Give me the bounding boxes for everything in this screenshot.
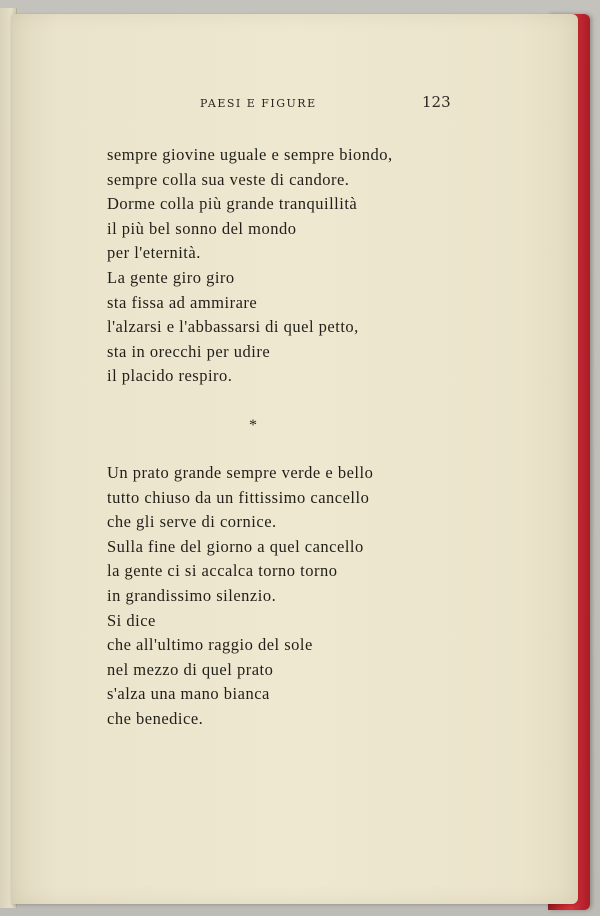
poem-line: tutto chiuso da un fittissimo cancello bbox=[107, 487, 370, 507]
poem-line: sta in orecchi per udire bbox=[107, 341, 271, 361]
poem-line: La gente giro giro bbox=[107, 267, 235, 287]
poem-line: per l'eternità. bbox=[107, 243, 201, 263]
poem-line: il placido respiro. bbox=[107, 366, 233, 386]
poem-line: Sulla fine del giorno a quel cancello bbox=[107, 536, 364, 556]
stanza-separator: * bbox=[249, 417, 257, 434]
stanza-2 bbox=[107, 461, 373, 732]
poem-line: s'alza una mano bianca bbox=[107, 684, 270, 704]
section-title: PAESI E FIGURE bbox=[200, 97, 317, 110]
poem-line: il più bel sonno del mondo bbox=[107, 218, 297, 238]
page-number: 123 bbox=[422, 93, 451, 111]
poem-line: che all'ultimo raggio del sole bbox=[107, 635, 313, 655]
poem-line: Dorme colla più grande tranquillità bbox=[107, 194, 358, 214]
poem-line: sempre colla sua veste di candore. bbox=[107, 169, 350, 189]
stanza-1 bbox=[107, 143, 393, 389]
poem-line: l'alzarsi e l'abbassarsi di quel petto, bbox=[107, 317, 359, 337]
poem-line: la gente ci si accalca torno torno bbox=[107, 561, 338, 581]
poem-line: che gli serve di cornice. bbox=[107, 512, 277, 532]
poem-line: nel mezzo di quel prato bbox=[107, 659, 274, 679]
poem-line: Si dice bbox=[107, 610, 156, 630]
poem-line: in grandissimo silenzio. bbox=[107, 585, 277, 605]
poem-line: sta fissa ad ammirare bbox=[107, 292, 258, 312]
poem-line: sempre giovine uguale e sempre biondo, bbox=[107, 145, 393, 164]
poem-line: Un prato grande sempre verde e bello bbox=[107, 463, 374, 482]
poem-line: che benedice. bbox=[107, 708, 204, 728]
